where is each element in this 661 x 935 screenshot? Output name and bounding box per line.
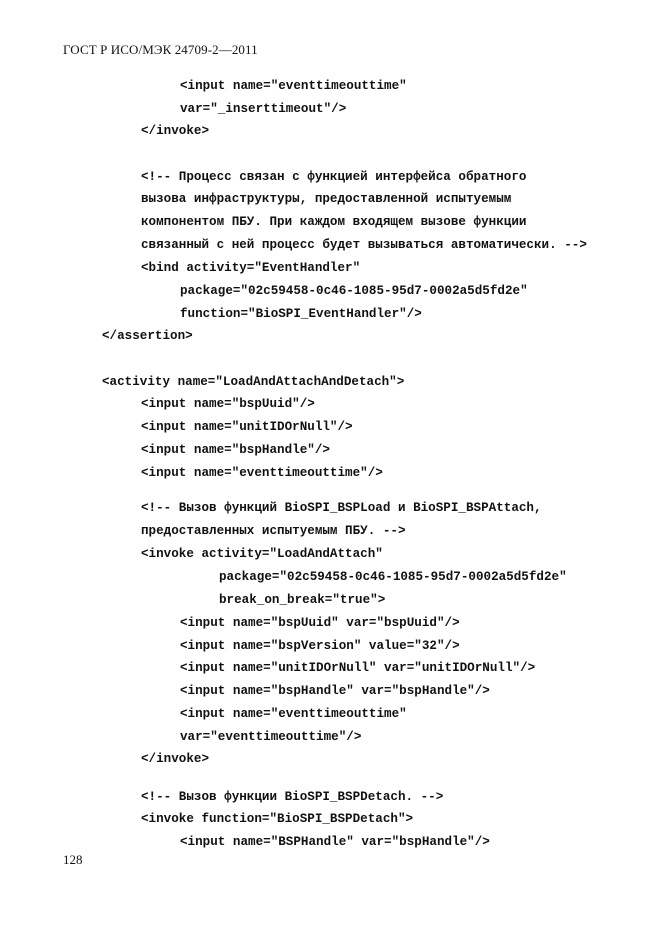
code-line: </assertion> xyxy=(102,329,193,343)
code-line: package="02c59458-0c46-1085-95d7-0002a5d5fd2e" xyxy=(219,570,567,584)
code-line: <!-- Процесс связан с функцией интерфейса обратного xyxy=(141,170,527,184)
code-line: <input name="unitIDOrNull"/> xyxy=(141,420,353,434)
code-line: <!-- Вызов функции BioSPI_BSPDetach. --> xyxy=(141,790,444,804)
code-line: <input name="bspHandle" var="bspHandle"/> xyxy=(180,684,490,698)
code-line: break_on_break="true"> xyxy=(219,593,386,607)
code-line: <input name="eventtimeouttime"/> xyxy=(141,466,383,480)
code-line: function="BioSPI_EventHandler"/> xyxy=(180,307,422,321)
code-line: компонентом ПБУ. При каждом входящем вызове функции xyxy=(141,215,527,229)
code-line: <input name="bspHandle"/> xyxy=(141,443,330,457)
code-line: </invoke> xyxy=(141,752,210,766)
code-line: <input name="unitIDOrNull" var="unitIDOrNull"/> xyxy=(180,661,536,675)
code-line: <bind activity="EventHandler" xyxy=(141,261,361,275)
code-line: <invoke activity="LoadAndAttach" xyxy=(141,547,383,561)
code-line: var="_inserttimeout"/> xyxy=(180,102,347,116)
code-line: <input name="bspUuid"/> xyxy=(141,397,315,411)
code-line: <input name="bspUuid" var="bspUuid"/> xyxy=(180,616,460,630)
code-line: <input name="BSPHandle" var="bspHandle"/> xyxy=(180,835,490,849)
code-line: <input name="eventtimeouttime" xyxy=(180,707,407,721)
code-line: <invoke function="BioSPI_BSPDetach"> xyxy=(141,812,414,826)
page-number: 128 xyxy=(63,852,83,867)
code-line: <activity name="LoadAndAttachAndDetach"> xyxy=(102,375,405,389)
document-header: ГОСТ Р ИСО/МЭК 24709-2—2011 xyxy=(63,42,258,57)
code-line: <input name="bspVersion" value="32"/> xyxy=(180,639,460,653)
code-line: package="02c59458-0c46-1085-95d7-0002a5d5fd2e" xyxy=(180,284,528,298)
code-line: </invoke> xyxy=(141,124,210,138)
code-line: вызова инфраструктуры, предоставленной испытуемым xyxy=(141,192,512,206)
code-line: предоставленных испытуемым ПБУ. --> xyxy=(141,524,406,538)
code-line: <input name="eventtimeouttime" xyxy=(180,79,407,93)
code-line: <!-- Вызов функций BioSPI_BSPLoad и BioSPI_BSPAttach, xyxy=(141,501,542,515)
code-line: связанный с ней процесс будет вызываться автоматически. --> xyxy=(141,238,587,252)
code-line: var="eventtimeouttime"/> xyxy=(180,730,362,744)
